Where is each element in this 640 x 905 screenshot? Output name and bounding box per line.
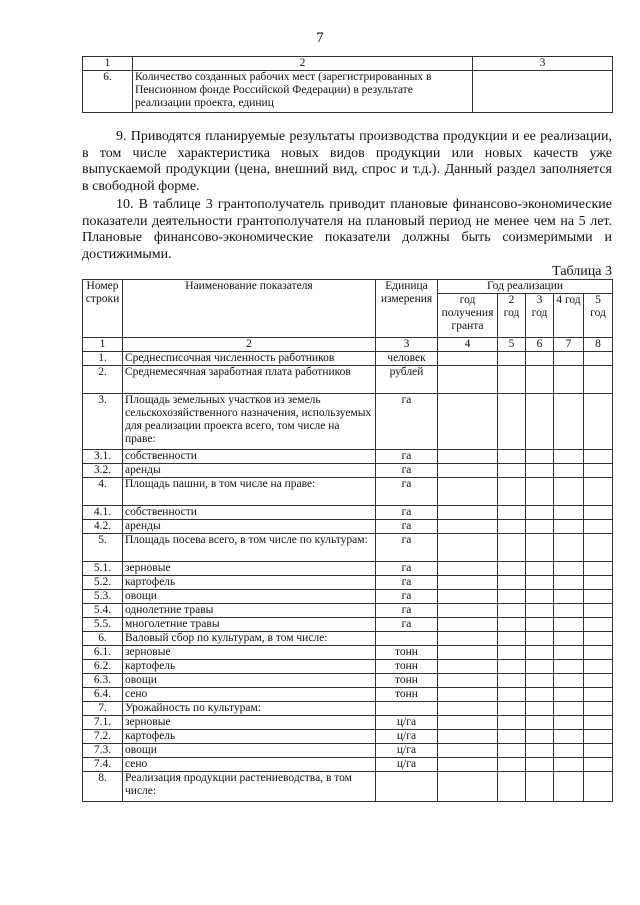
indicator-name: картофель	[123, 576, 376, 590]
value-cell	[526, 674, 554, 688]
header-year-4: 4 год	[554, 294, 584, 338]
row-number: 6.	[83, 71, 133, 113]
value-cell	[554, 478, 584, 506]
value-cell	[498, 352, 526, 366]
value-cell	[526, 562, 554, 576]
row-number: 2.	[83, 366, 123, 394]
value-cell	[526, 632, 554, 646]
value-cell	[584, 702, 613, 716]
value-cell	[498, 464, 526, 478]
value-cell	[584, 590, 613, 604]
value-cell	[584, 660, 613, 674]
paragraph-10: 10. В таблице 3 грантополучатель приводит плановые финансово-экономические показатели деятельности грантополучателя на плановый период не менее чем на 5 лет. Плановые финансово-экономические показатели должны быть соизмеримыми и достижимыми.	[82, 197, 612, 262]
table-row	[83, 352, 613, 366]
value-cell	[498, 590, 526, 604]
value-cell	[438, 520, 498, 534]
value-cell	[554, 660, 584, 674]
value-cell	[584, 506, 613, 520]
colnum-4: 4	[438, 338, 498, 352]
unit-cell: га	[376, 618, 438, 632]
row-number: 3.1.	[83, 450, 123, 464]
colnum-7: 7	[554, 338, 584, 352]
value-cell	[526, 618, 554, 632]
indicator-name: зерновые	[123, 716, 376, 730]
value-cell	[438, 646, 498, 660]
indicator-name: аренды	[123, 520, 376, 534]
table-row	[83, 520, 613, 534]
value-cell	[498, 730, 526, 744]
unit-cell: га	[376, 394, 438, 450]
value-cell	[498, 618, 526, 632]
unit-cell: рублей	[376, 366, 438, 394]
value-cell	[584, 744, 613, 758]
value-cell	[498, 716, 526, 730]
table-row	[83, 604, 613, 618]
colnum-6: 6	[526, 338, 554, 352]
unit-cell: ц/га	[376, 744, 438, 758]
indicator-name: Площадь земельных участков из земель сельскохозяйственного назначения, используемых для реализации проекта всего, том числе на праве:	[123, 394, 376, 450]
table-row	[83, 562, 613, 576]
value-cell	[498, 660, 526, 674]
value-cell	[498, 688, 526, 702]
row-number: 5.5.	[83, 618, 123, 632]
value-cell	[438, 702, 498, 716]
paragraph-9: 9. Приводятся планируемые результаты производства продукции и ее реализации, в том числе характеристика новых видов продукции или новых качеств уже выпускаемой продукции (цена, внешний вид, спрос и т.д.). Данный раздел заполняется в свободной форме.	[82, 129, 612, 194]
value-cell	[584, 688, 613, 702]
value-cell	[498, 674, 526, 688]
col-header-2: 2	[133, 57, 473, 71]
value-cell	[438, 534, 498, 562]
table-row	[83, 716, 613, 730]
value-cell	[438, 394, 498, 450]
value-cell	[554, 394, 584, 450]
table-row	[83, 688, 613, 702]
value-cell	[584, 716, 613, 730]
table-row	[83, 450, 613, 464]
value-cell	[498, 772, 526, 802]
table-row	[83, 744, 613, 758]
value-cell	[526, 464, 554, 478]
table-row	[83, 590, 613, 604]
value-cell	[438, 506, 498, 520]
unit-cell: ц/га	[376, 716, 438, 730]
value-cell	[554, 688, 584, 702]
table-row	[83, 646, 613, 660]
row-number: 7.2.	[83, 730, 123, 744]
row-number: 3.2.	[83, 464, 123, 478]
value-cell	[554, 576, 584, 590]
value-cell	[526, 758, 554, 772]
unit-cell: га	[376, 506, 438, 520]
value-cell	[526, 506, 554, 520]
value-cell	[498, 506, 526, 520]
value-cell	[526, 604, 554, 618]
continuation-table	[82, 56, 613, 113]
value-cell	[526, 730, 554, 744]
row-number: 6.	[83, 632, 123, 646]
value-cell	[526, 534, 554, 562]
value-cell	[554, 366, 584, 394]
header-indicator-name: Наименование показателя	[123, 280, 376, 338]
row-number: 7.	[83, 702, 123, 716]
value-cell	[526, 394, 554, 450]
value-cell	[526, 366, 554, 394]
table-row	[83, 534, 613, 562]
value-cell	[526, 772, 554, 802]
value-cell	[554, 618, 584, 632]
value-cell	[526, 716, 554, 730]
indicator-name: многолетние травы	[123, 618, 376, 632]
value-cell	[438, 716, 498, 730]
value-cell	[584, 576, 613, 590]
value-cell	[554, 534, 584, 562]
value-cell	[498, 450, 526, 464]
value-cell	[498, 604, 526, 618]
col-header-3: 3	[473, 57, 613, 71]
header-year-5: 5 год	[584, 294, 613, 338]
value-cell	[498, 702, 526, 716]
value-cell	[526, 702, 554, 716]
indicator-name: собственности	[123, 450, 376, 464]
value-cell	[526, 688, 554, 702]
value-cell	[526, 590, 554, 604]
row-number: 5.3.	[83, 590, 123, 604]
indicator-name: Среднесписочная численность работников	[123, 352, 376, 366]
indicator-name: Площадь пашни, в том числе на праве:	[123, 478, 376, 506]
indicator-name: Среднемесячная заработная плата работников	[123, 366, 376, 394]
row-number: 6.3.	[83, 674, 123, 688]
value-cell	[584, 366, 613, 394]
table-row	[83, 464, 613, 478]
value-cell	[438, 772, 498, 802]
table-row	[83, 772, 613, 802]
row-number: 7.1.	[83, 716, 123, 730]
value-cell	[498, 520, 526, 534]
unit-cell: га	[376, 520, 438, 534]
value-cell	[554, 632, 584, 646]
unit-cell: га	[376, 478, 438, 506]
value-cell	[438, 366, 498, 394]
value-cell	[554, 730, 584, 744]
value-cell	[584, 352, 613, 366]
value-cell	[498, 534, 526, 562]
row-number: 4.	[83, 478, 123, 506]
unit-cell	[376, 702, 438, 716]
row-number: 5.4.	[83, 604, 123, 618]
value-cell	[438, 590, 498, 604]
value-cell	[498, 632, 526, 646]
unit-cell: человек	[376, 352, 438, 366]
value-cell	[554, 604, 584, 618]
indicator-name: аренды	[123, 464, 376, 478]
header-year-2: 2 год	[498, 294, 526, 338]
indicator-name: Урожайность по культурам:	[123, 702, 376, 716]
colnum-2: 2	[123, 338, 376, 352]
header-year-group: Год реализации	[438, 280, 613, 294]
indicator-name: зерновые	[123, 646, 376, 660]
table-row	[83, 576, 613, 590]
table-row	[83, 632, 613, 646]
value-cell	[498, 576, 526, 590]
table-row	[83, 618, 613, 632]
value-cell	[438, 632, 498, 646]
value-cell	[584, 632, 613, 646]
value-cell	[438, 744, 498, 758]
row-text: Количество созданных рабочих мест (зарегистрированных в Пенсионном фонде Российской Федерации) в результате реализации проекта, единиц	[133, 71, 473, 113]
value-cell	[554, 772, 584, 802]
unit-cell: га	[376, 562, 438, 576]
value-cell	[584, 772, 613, 802]
colnum-8: 8	[584, 338, 613, 352]
unit-cell: га	[376, 534, 438, 562]
value-cell	[584, 604, 613, 618]
indicator-name: сено	[123, 688, 376, 702]
table-row	[83, 394, 613, 450]
unit-cell: тонн	[376, 660, 438, 674]
row-number: 1.	[83, 352, 123, 366]
value-cell	[498, 744, 526, 758]
indicator-name: собственности	[123, 506, 376, 520]
value-cell	[554, 352, 584, 366]
unit-cell: га	[376, 450, 438, 464]
unit-cell: ц/га	[376, 730, 438, 744]
header-year-3: 3 год	[526, 294, 554, 338]
table-row	[83, 758, 613, 772]
indicator-name: картофель	[123, 660, 376, 674]
table-row	[83, 660, 613, 674]
unit-cell: тонн	[376, 688, 438, 702]
indicator-name: овощи	[123, 674, 376, 688]
row-number: 5.	[83, 534, 123, 562]
value-cell	[438, 674, 498, 688]
row-number: 6.1.	[83, 646, 123, 660]
value-cell	[438, 576, 498, 590]
unit-cell: тонн	[376, 646, 438, 660]
indicator-name: Реализация продукции растениеводства, в том числе:	[123, 772, 376, 802]
unit-cell: ц/га	[376, 758, 438, 772]
unit-cell: га	[376, 576, 438, 590]
value-cell	[438, 450, 498, 464]
value-cell	[526, 576, 554, 590]
value-cell	[584, 394, 613, 450]
value-cell	[554, 562, 584, 576]
value-cell	[526, 450, 554, 464]
value-cell	[438, 758, 498, 772]
row-number: 7.3.	[83, 744, 123, 758]
unit-cell: га	[376, 604, 438, 618]
value-cell	[584, 730, 613, 744]
header-row-number: Номер строки	[83, 280, 123, 338]
value-cell	[526, 660, 554, 674]
value-cell	[554, 744, 584, 758]
indicator-name: Валовый сбор по культурам, в том числе:	[123, 632, 376, 646]
row-value-cell	[473, 71, 613, 113]
value-cell	[554, 674, 584, 688]
value-cell	[526, 520, 554, 534]
table-row	[83, 366, 613, 394]
row-number: 4.1.	[83, 506, 123, 520]
header-unit: Единица измерения	[376, 280, 438, 338]
page-number: 7	[316, 30, 324, 46]
value-cell	[438, 660, 498, 674]
colnum-1: 1	[83, 338, 123, 352]
indicator-name: овощи	[123, 590, 376, 604]
value-cell	[554, 758, 584, 772]
value-cell	[526, 352, 554, 366]
value-cell	[526, 478, 554, 506]
value-cell	[438, 730, 498, 744]
value-cell	[554, 464, 584, 478]
value-cell	[498, 758, 526, 772]
header-year-1: год получения гранта	[438, 294, 498, 338]
row-number: 4.2.	[83, 520, 123, 534]
value-cell	[584, 646, 613, 660]
indicator-name: картофель	[123, 730, 376, 744]
value-cell	[438, 464, 498, 478]
table-row	[83, 506, 613, 520]
value-cell	[438, 688, 498, 702]
value-cell	[438, 604, 498, 618]
value-cell	[554, 716, 584, 730]
indicator-name: овощи	[123, 744, 376, 758]
value-cell	[554, 646, 584, 660]
value-cell	[438, 562, 498, 576]
value-cell	[584, 674, 613, 688]
value-cell	[438, 352, 498, 366]
value-cell	[584, 464, 613, 478]
value-cell	[438, 478, 498, 506]
unit-cell: га	[376, 464, 438, 478]
value-cell	[584, 478, 613, 506]
indicator-name: однолетние травы	[123, 604, 376, 618]
value-cell	[498, 394, 526, 450]
value-cell	[498, 478, 526, 506]
value-cell	[498, 562, 526, 576]
row-number: 5.1.	[83, 562, 123, 576]
value-cell	[554, 450, 584, 464]
value-cell	[584, 534, 613, 562]
indicator-name: Площадь посева всего, в том числе по культурам:	[123, 534, 376, 562]
value-cell	[438, 618, 498, 632]
table-row	[83, 702, 613, 716]
value-cell	[554, 520, 584, 534]
table-caption: Таблица 3	[552, 264, 612, 279]
unit-cell: тонн	[376, 674, 438, 688]
value-cell	[554, 590, 584, 604]
value-cell	[584, 520, 613, 534]
row-number: 8.	[83, 772, 123, 802]
table-3	[82, 279, 613, 802]
colnum-3: 3	[376, 338, 438, 352]
value-cell	[554, 702, 584, 716]
value-cell	[526, 646, 554, 660]
value-cell	[498, 646, 526, 660]
row-number: 6.4.	[83, 688, 123, 702]
row-number: 7.4.	[83, 758, 123, 772]
indicator-name: зерновые	[123, 562, 376, 576]
unit-cell	[376, 772, 438, 802]
table-row	[83, 478, 613, 506]
unit-cell: га	[376, 590, 438, 604]
value-cell	[584, 450, 613, 464]
col-header-1: 1	[83, 57, 133, 71]
row-number: 6.2.	[83, 660, 123, 674]
row-number: 3.	[83, 394, 123, 450]
value-cell	[584, 758, 613, 772]
table-row	[83, 674, 613, 688]
value-cell	[554, 506, 584, 520]
indicator-name: сено	[123, 758, 376, 772]
value-cell	[526, 744, 554, 758]
row-number: 5.2.	[83, 576, 123, 590]
colnum-5: 5	[498, 338, 526, 352]
value-cell	[498, 366, 526, 394]
unit-cell	[376, 632, 438, 646]
value-cell	[584, 562, 613, 576]
value-cell	[584, 618, 613, 632]
table-row	[83, 730, 613, 744]
